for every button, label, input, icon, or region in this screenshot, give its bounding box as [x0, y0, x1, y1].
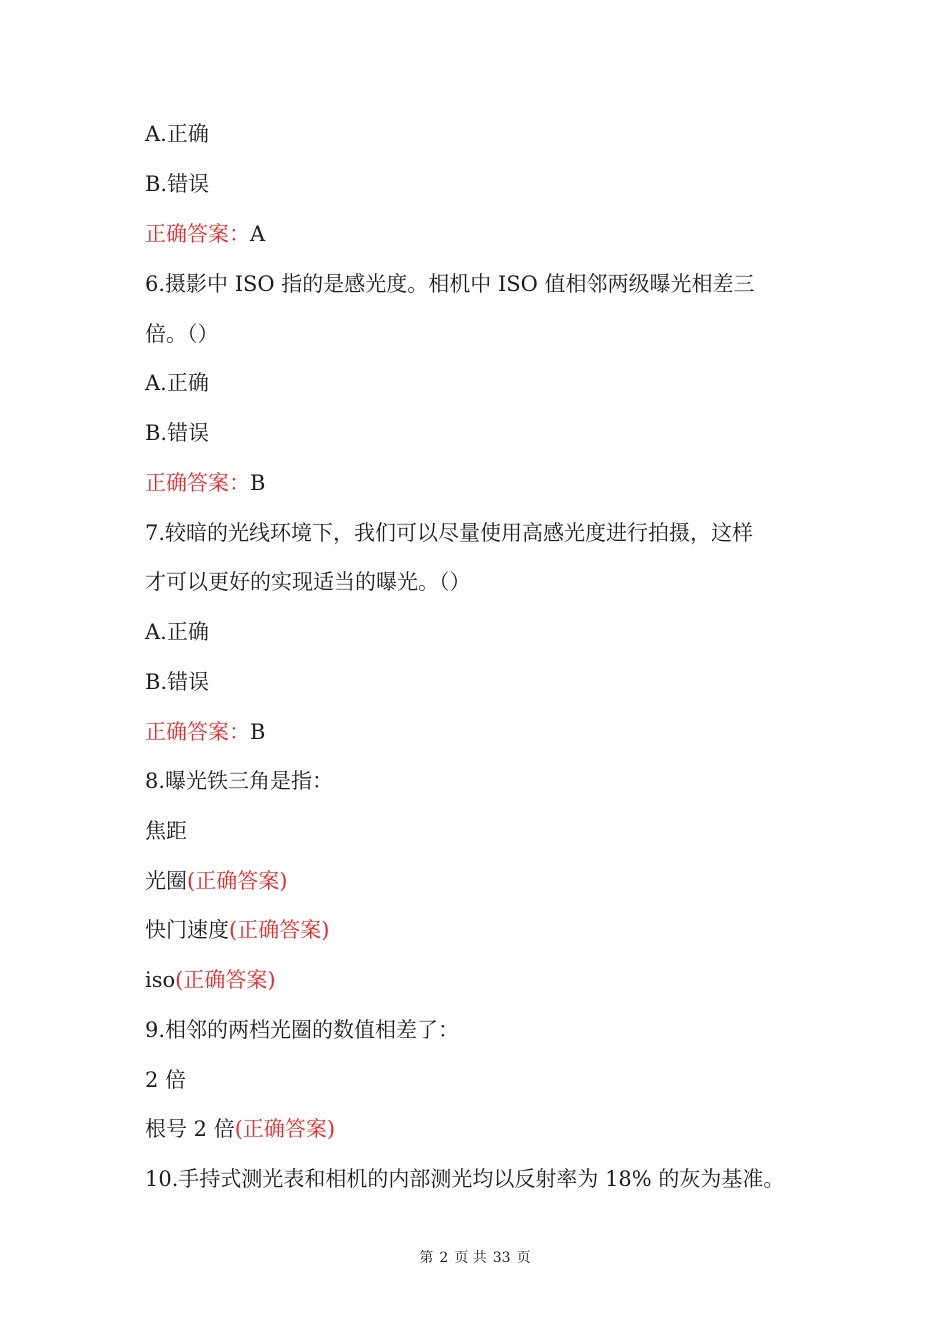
- choice-aperture: [145, 866, 287, 896]
- correct-answer: [145, 219, 265, 249]
- correct-tag: (正确答案): [234, 1117, 336, 1141]
- correct-tag: (正确答案): [175, 968, 276, 992]
- correct-tag: (正确答案): [187, 869, 288, 893]
- correct-answer: [145, 717, 265, 747]
- footer-suffix: 页: [516, 1250, 531, 1266]
- page-footer: [0, 1248, 950, 1268]
- page-number: 2: [439, 1250, 449, 1266]
- answer-value: A: [250, 222, 266, 246]
- question-6: 6.摄影中 ISO 指的是感光度。相机中 ISO 值相邻两级曝光相差三: [145, 272, 755, 296]
- correct-answer: [145, 468, 265, 498]
- option-a: A.正确: [145, 620, 209, 644]
- answer-value: B: [250, 720, 266, 744]
- total-pages: 33: [492, 1250, 511, 1266]
- question-7: 7.较暗的光线环境下，我们可以尽量使用高感光度进行拍摄，这样: [145, 521, 754, 545]
- footer-middle: 页 共: [454, 1250, 487, 1266]
- choice-sqrt2x: [145, 1114, 335, 1144]
- question-10: 10.手持式测光表和相机的内部测光均以反射率为 18% 的灰为基准。: [145, 1167, 785, 1191]
- correct-tag: (正确答案): [229, 918, 330, 942]
- answer-label: 正确答案：: [145, 720, 250, 744]
- choice-2x: 2 倍: [145, 1068, 187, 1092]
- option-a: A.正确: [145, 371, 209, 395]
- option-b: B.错误: [145, 670, 210, 694]
- question-6-continued: 倍。（）: [145, 322, 219, 346]
- choice-iso: [145, 965, 276, 995]
- question-7-continued: 才可以更好的实现适当的曝光。（）: [145, 570, 471, 594]
- question-9: 9.相邻的两档光圈的数值相差了：: [145, 1018, 460, 1042]
- option-b: B.错误: [145, 172, 210, 196]
- footer-prefix: 第: [419, 1250, 434, 1266]
- answer-label: 正确答案：: [145, 471, 250, 495]
- option-a: A.正确: [145, 122, 209, 146]
- question-8: 8.曝光铁三角是指：: [145, 769, 334, 793]
- answer-value: B: [250, 471, 266, 495]
- choice-text: iso: [145, 968, 176, 992]
- choice-text: 快门速度: [145, 918, 229, 942]
- choice-focal-length: 焦距: [145, 819, 187, 843]
- option-b: B.错误: [145, 421, 210, 445]
- answer-label: 正确答案：: [145, 222, 250, 246]
- choice-text: 光圈: [145, 869, 187, 893]
- choice-text: 根号 2 倍: [145, 1117, 235, 1141]
- choice-shutter-speed: [145, 915, 329, 945]
